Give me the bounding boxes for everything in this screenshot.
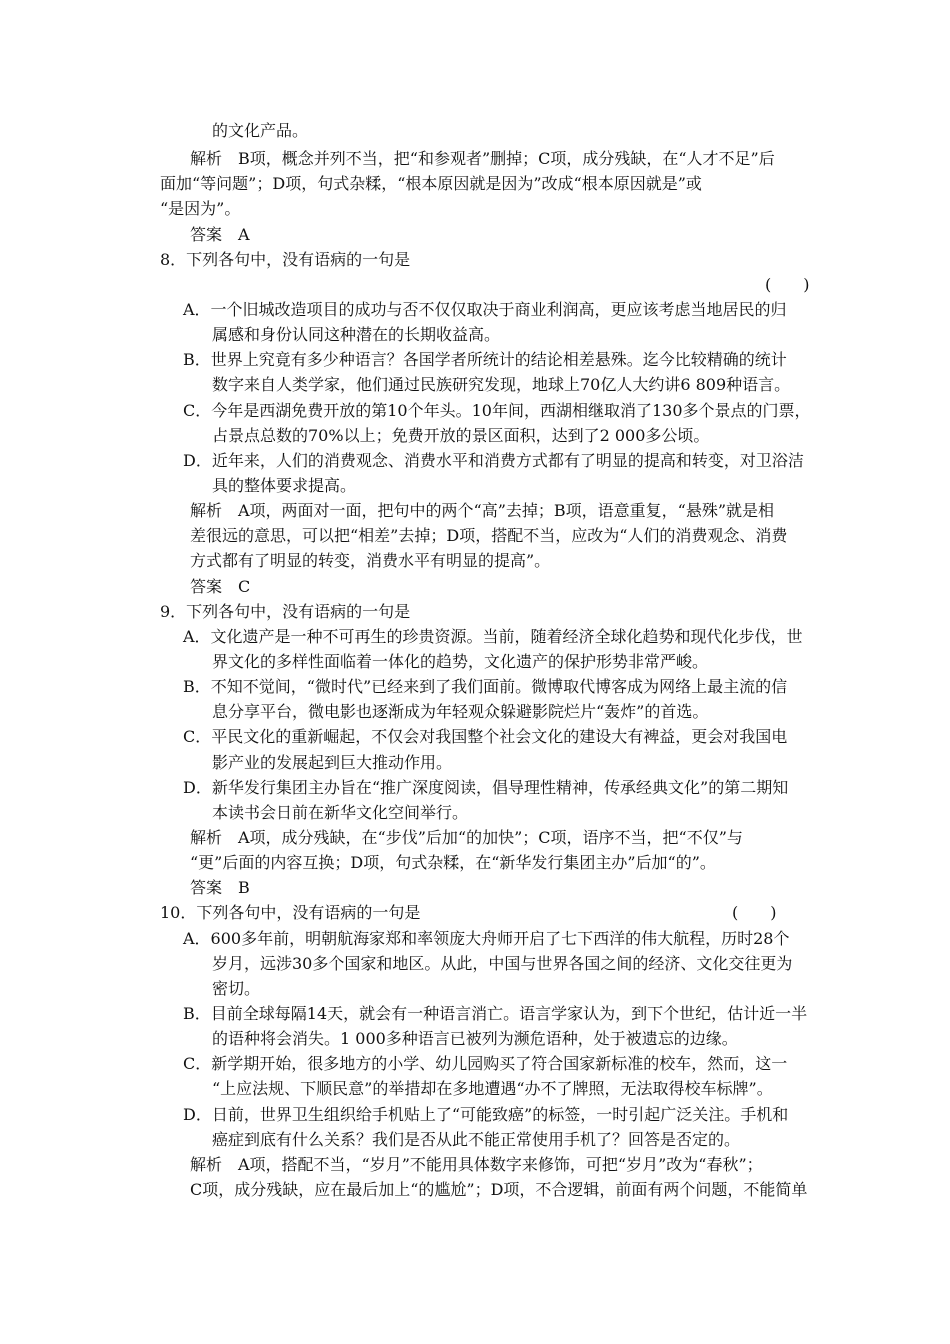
q8-answer-paren: ( ) <box>765 275 810 294</box>
q10-option-a-line-2: 岁月，远涉30多个国家和地区。从此，中国与世界各国之间的经济、文化交往更为 <box>212 954 793 973</box>
q8-option-b-line-2: 数字来自人类学家，他们通过民族研究发现，地球上70亿人大约讲6 809种语言。 <box>212 375 791 394</box>
q9-answer: 答案 B <box>190 878 250 897</box>
q9-option-a-line-1: A．文化遗产是一种不可再生的珍贵资源。当前，随着经济全球化趋势和现代化步伐，世 <box>183 627 803 646</box>
q9-option-c-line-2: 影产业的发展起到巨大推动作用。 <box>212 753 453 772</box>
q7-analysis-line-1: 解析 B项，概念并列不当，把“和参观者”删掉；C项，成分残缺，在“人才不足”后 <box>190 149 775 168</box>
q10-option-c-line-1: C．新学期开始，很多地方的小学、幼儿园购买了符合国家新标准的校车，然而，这一 <box>183 1054 788 1073</box>
q7-option-d-continuation: 的文化产品。 <box>212 121 309 140</box>
q9-option-d-line-2: 本读书会日前在新华文化空间举行。 <box>212 803 469 822</box>
q8-answer: 答案 C <box>190 577 251 596</box>
q9-option-c-line-1: C．平民文化的重新崛起，不仅会对我国整个社会文化的建设大有裨益，更会对我国电 <box>183 727 788 746</box>
q9-option-d-line-1: D．新华发行集团主办旨在“推广深度阅读，倡导理性精神，传承经典文化”的第二期知 <box>183 778 789 797</box>
q8-option-d-line-2: 具的整体要求提高。 <box>212 476 357 495</box>
q9-analysis-line-2: “更”后面的内容互换；D项，句式杂糅，在“新华发行集团主办”后加“的”。 <box>190 853 716 872</box>
q9-analysis-line-1: 解析 A项，成分残缺，在“步伐”后加“的加快”；C项，语序不当，把“不仅”与 <box>190 828 743 847</box>
q10-option-d-line-2: 癌症到底有什么关系？我们是否从此不能正常使用手机了？回答是否定的。 <box>212 1130 741 1149</box>
q8-option-d-line-1: D．近年来，人们的消费观念、消费水平和消费方式都有了明显的提高和转变，对卫浴洁 <box>183 451 804 470</box>
q7-analysis-line-3: “是因为”。 <box>160 199 241 218</box>
q8-option-a-line-2: 属感和身份认同这种潜在的长期收益高。 <box>212 325 501 344</box>
q10-analysis-line-2: C项，成分残缺，应在最后加上“的尴尬”；D项，不合逻辑，前面有两个问题，不能简单 <box>190 1180 808 1199</box>
q10-option-a-line-3: 密切。 <box>212 979 261 998</box>
q10-answer-paren: ( ) <box>732 903 777 922</box>
q9-option-b-line-2: 息分享平台，微电影也逐渐成为年轻观众躲避影院烂片“轰炸”的首选。 <box>212 702 709 721</box>
q10-option-c-line-2: “上应法规、下顺民意”的举措却在多地遭遇“办不了牌照，无法取得校车标牌”。 <box>212 1079 773 1098</box>
q10-option-d-line-1: D．日前，世界卫生组织给手机贴上了“可能致癌”的标签，一时引起广泛关注。手机和 <box>183 1105 789 1124</box>
q8-analysis-line-2: 差很远的意思，可以把“相差”去掉；D项，搭配不当，应改为“人们的消费观念、消费 <box>190 526 788 545</box>
q9-option-a-line-2: 界文化的多样性面临着一体化的趋势，文化遗产的保护形势非常严峻。 <box>212 652 709 671</box>
q10-option-b-line-1: B．目前全球每隔14天，就会有一种语言消亡。语言学家认为，到下个世纪，估计近一半 <box>183 1004 808 1023</box>
q8-analysis-line-1: 解析 A项，两面对一面，把句中的两个“高”去掉；B项，语意重复，“悬殊”就是相 <box>190 501 775 520</box>
q10-option-b-line-2: 的语种将会消失。1 000多种语言已被列为濒危语种，处于被遗忘的边缘。 <box>212 1029 738 1048</box>
q8-analysis-line-3: 方式都有了明显的转变，消费水平有明显的提高”。 <box>190 551 551 570</box>
q10-option-a-line-1: A．600多年前，明朝航海家郑和率领庞大舟师开启了七下西洋的伟大航程，历时28个 <box>183 929 790 948</box>
q9-stem: 9．下列各句中，没有语病的一句是 <box>160 602 411 621</box>
q8-option-b-line-1: B．世界上究竟有多少种语言？各国学者所统计的结论相差悬殊。迄今比较精确的统计 <box>183 350 787 369</box>
q8-option-a-line-1: A．一个旧城改造项目的成功与否不仅仅取决于商业利润高，更应该考虑当地居民的归 <box>183 300 787 319</box>
q7-analysis-line-2: 面加“等问题”；D项，句式杂糅，“根本原因就是因为”改成“根本原因就是”或 <box>160 174 702 193</box>
q8-stem: 8．下列各句中，没有语病的一句是 <box>160 250 411 269</box>
q9-option-b-line-1: B．不知不觉间，“微时代”已经来到了我们面前。微博取代博客成为网络上最主流的信 <box>183 677 788 696</box>
q10-analysis-line-1: 解析 A项，搭配不当，“岁月”不能用具体数字来修饰，可把“岁月”改为“春秋”； <box>190 1155 763 1174</box>
q10-stem: 10．下列各句中，没有语病的一句是 <box>160 903 421 922</box>
q8-option-c-line-2: 占景点总数的70%以上；免费开放的景区面积，达到了2 000多公顷。 <box>212 426 710 445</box>
q8-option-c-line-1: C．今年是西湖免费开放的第10个年头。10年间，西湖相继取消了130多个景点的门票， <box>183 401 811 420</box>
q7-answer: 答案 A <box>190 225 250 244</box>
